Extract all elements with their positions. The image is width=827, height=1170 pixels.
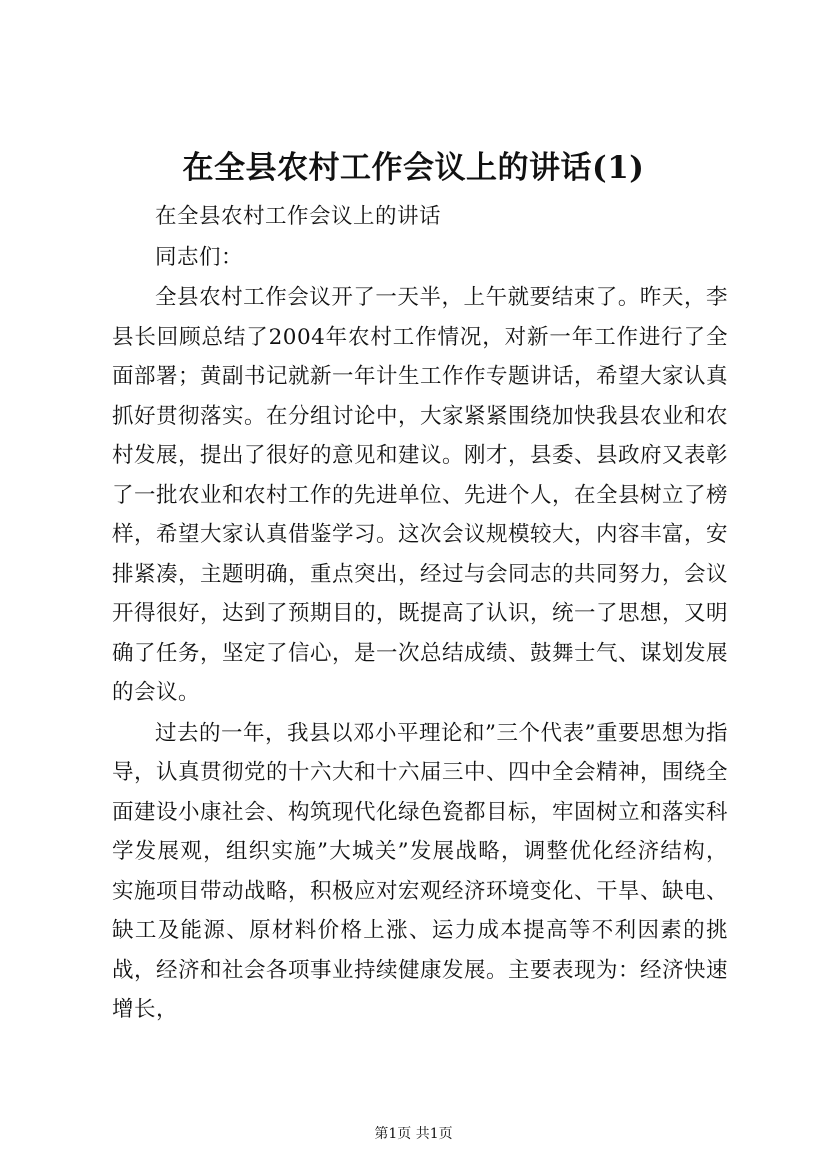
page-footer: 第1页 共1页 — [374, 1126, 453, 1142]
paragraph-subtitle: 在全县农村工作会议上的讲话 — [155, 204, 442, 229]
document-title: 在全县农村工作会议上的讲话(1) — [182, 150, 645, 186]
paragraph-body: 全县农村工作会议开了一天半，上午就要结束了。昨天，李县长回顾总结了2004年农村工作情况，对新一年工作进行了全面部署；黄副书记就新一年计生工作作专题讲话，希望大家认真抓好贯彻落实。在分组讨论中，大家紧紧围绕加快我县农业和农村发展，提出了很好的意见和建议。刚才，县委、县政府又表彰了一批农业和农村工作的先进单位、先进个人，在全县树立了榜样，希望大家认真借鉴学习。这次会议规模较大，内容丰富，安排紧凑，主题明确，重点突出，经过与会同志的共同努力，会议开得很好，达到了预期目的，既提高了认识，统一了思想，又明确了任务，坚定了信心，是一次总结成绩、鼓舞士气、谋划发展的会议。 — [112, 285, 729, 705]
paragraph-salutation: 同志们： — [155, 244, 244, 270]
paragraph-body: 过去的一年，我县以邓小平理论和”三个代表”重要思想为指导，认真贯彻党的十六大和十六届三中、四中全会精神，围绕全面建设小康社会、构筑现代化绿色瓷都目标，牢固树立和落实科学发展观，组织实施”大城关”发展战略，调整优化经济结构，实施项目带动战略，积极应对宏观经济环境变化、干旱、缺电、缺工及能源、原材料价格上涨、运力成本提高等不利因素的挑战，经济和社会各项事业持续健康发展。主要表现为：经济快速增长， — [112, 720, 729, 1022]
document-body — [112, 197, 728, 1030]
